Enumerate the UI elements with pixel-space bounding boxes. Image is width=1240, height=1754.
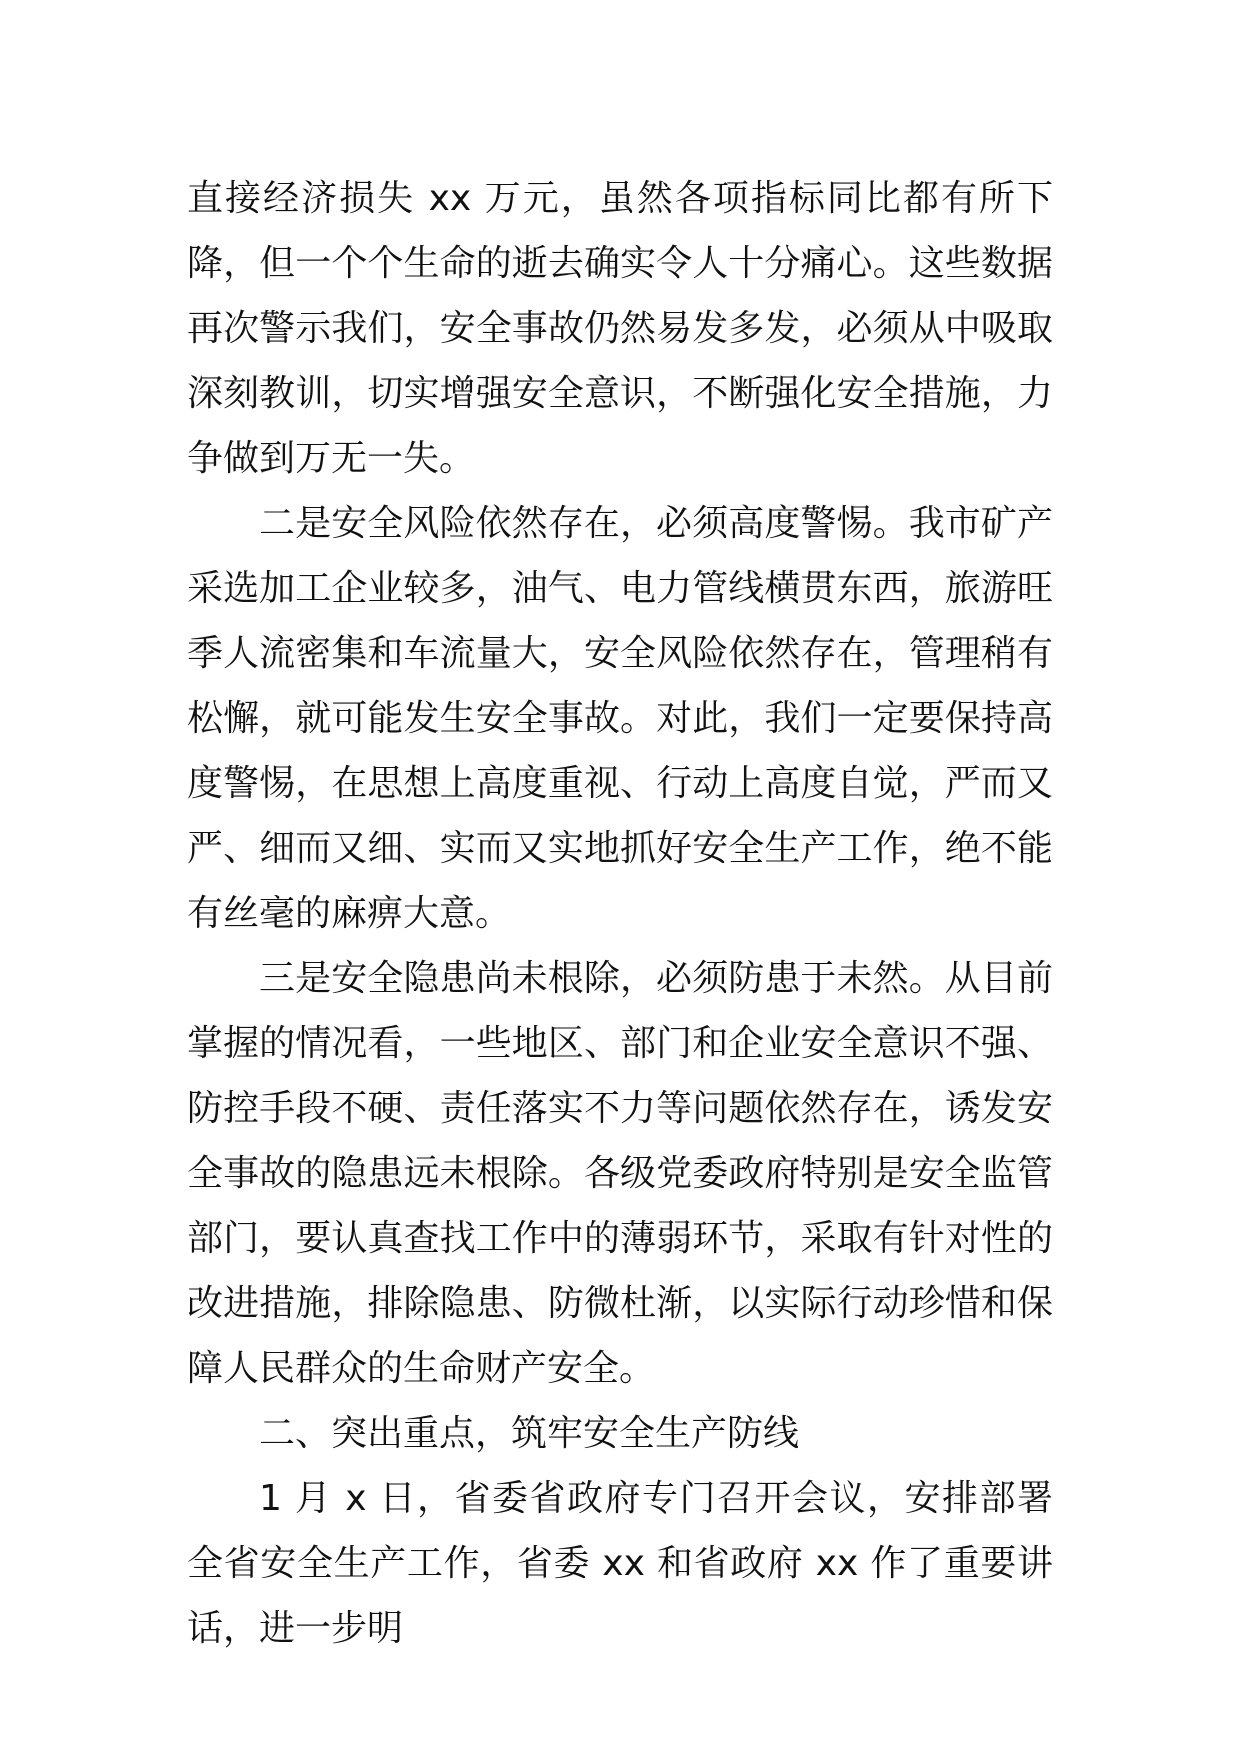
paragraph-safety-risk: 二是安全风险依然存在，必须高度警惕。我市矿产采选加工企业较多，油气、电力管线横贯东西，旅游旺季人流密集和车流量大，安全风险依然存在，管理稍有松懈，就可能发生安全事故。对此，我们一定要保持高度警惕，在思想上高度重视、行动上高度自觉，严而又严、细而又细、实而又实地抓好安全生产工作，绝不能有丝毫的麻痹大意。 xyxy=(187,503,1053,934)
paragraph-meeting: 1 月 x 日，省委省政府专门召开会议，安排部署全省安全生产工作，省委 xx 和省政府 xx 作了重要讲话，进一步明 xyxy=(187,1478,1053,1649)
section-heading: 二、突出重点，筑牢安全生产防线 xyxy=(259,1413,800,1454)
body-text xyxy=(187,166,1053,1661)
paragraph-continuation: 直接经济损失 xx 万元，虽然各项指标同比都有所下降，但一个个生命的逝去确实令人十分痛心。这些数据再次警示我们，安全事故仍然易发多发，必须从中吸取深刻教训，切实增强安全意识，不断强化安全措施，力争做到万无一失。 xyxy=(187,178,1053,479)
paragraph-hidden-danger: 三是安全隐患尚未根除，必须防患于未然。从目前掌握的情况看，一些地区、部门和企业安全意识不强、防控手段不硬、责任落实不力等问题依然存在，诱发安全事故的隐患远未根除。各级党委政府特别是安全监管部门，要认真查找工作中的薄弱环节，采取有针对性的改进措施，排除隐患、防微杜渐，以实际行动珍惜和保障人民群众的生命财产安全。 xyxy=(187,958,1053,1389)
